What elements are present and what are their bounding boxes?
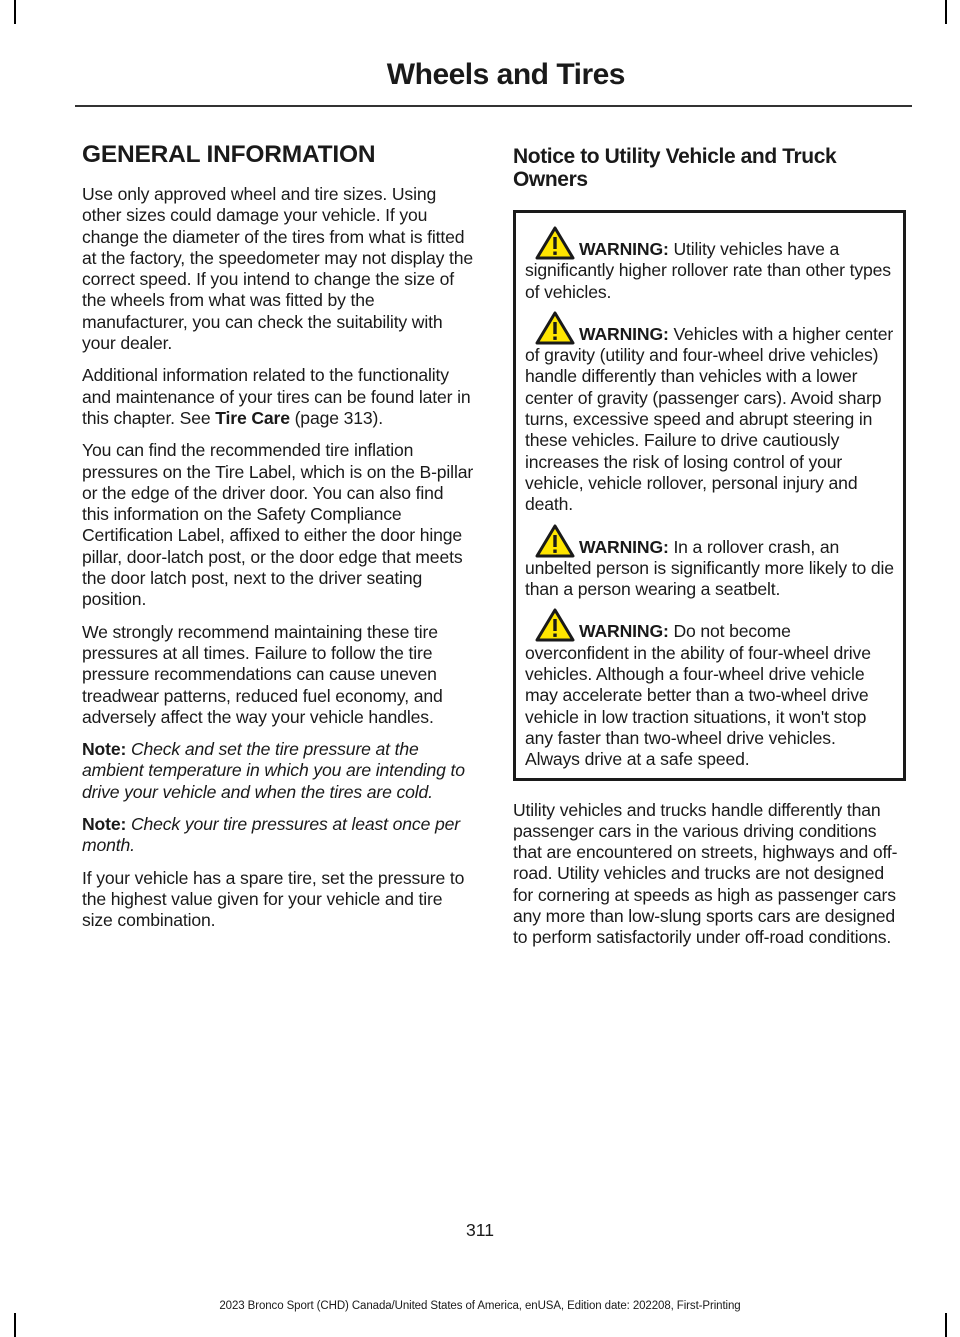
- paragraph-text: (page 313).: [289, 407, 383, 428]
- note-label: Note:: [82, 814, 127, 835]
- warning-item: [525, 537, 894, 601]
- warning-item: [525, 324, 894, 516]
- crop-mark: [14, 0, 16, 24]
- warning-text: In a rollover crash, an unbelted person is significantly more likely to die than a person wearing a seatbelt.: [525, 536, 894, 600]
- warning-triangle-icon: [535, 608, 575, 642]
- note-label: Note:: [82, 739, 127, 760]
- warning-text: Utility vehicles have a significantly higher rollover rate than other types of vehicles.: [525, 239, 891, 302]
- warning-item: [525, 621, 894, 770]
- warning-triangle-icon: [535, 226, 575, 260]
- warning-label: WARNING:: [579, 536, 669, 557]
- note: [82, 814, 474, 857]
- warning-triangle-icon: [535, 311, 575, 345]
- left-column: [82, 140, 474, 943]
- cross-reference-link[interactable]: Tire Care: [215, 407, 290, 428]
- section-heading: GENERAL INFORMATION: [82, 141, 376, 168]
- edition-footer: 2023 Bronco Sport (CHD) Canada/United States of America, enUSA, Edition date: 202208, First-Printing: [219, 1300, 741, 1312]
- warning-box: [513, 210, 906, 781]
- note-text: Check and set the tire pressure at the ambient temperature in which you are intending to drive your vehicle and when the tires are cold.: [82, 739, 465, 802]
- crop-mark: [14, 1313, 16, 1337]
- page-title: Wheels and Tires: [386, 58, 625, 91]
- right-column: [513, 140, 906, 960]
- paragraph: Utility vehicles and trucks handle differently than passenger cars in the various driving conditions that are encountered on streets, highways and off-road. Utility vehicles and trucks are not designed for cornering at speeds as high as passenger cars any more than low-slung sports cars are designed to perform satisfactorily under off-road conditions.: [513, 799, 898, 948]
- paragraph: [82, 365, 474, 429]
- paragraph: Use only approved wheel and tire sizes. Using other sizes could damage your vehicle. If you change the diameter of the tires from what is fitted at the factory, the speedometer may not display the correct speed. If you intend to change the size of the wheels from what was fitted by the manufacturer, you can check the suitability with your dealer.: [82, 184, 474, 354]
- paragraph: You can find the recommended tire inflation pressures on the Tire Label, which is on the B-pillar or the edge of the driver door. You can also find this information on the Safety Compliance Certification Label, affixed to either the door hinge pillar, door-latch post, or the door edge that meets the door latch post, next to the driver seating position.: [82, 440, 474, 610]
- crop-mark: [945, 0, 947, 24]
- warning-label: WARNING:: [579, 239, 669, 259]
- warning-text: Vehicles with a higher center of gravity (utility and four-wheel drive vehicles) handle differently than vehicles with a lower center of gravity (passenger cars). Avoid sharp turns, excessive speed and abrupt steering in these vehicles. Failure to drive cautiously increases the risk of losing control of your vehicle, vehicle rollover, personal injury and death.: [525, 323, 894, 515]
- crop-mark: [945, 1313, 947, 1337]
- paragraph: If your vehicle has a spare tire, set the pressure to the highest value given for your vehicle and tire size combination.: [82, 867, 465, 931]
- warning-text: Do not become overconfident in the ability of four-wheel drive vehicles. Although a four-wheel drive vehicle may accelerate better than a two-wheel drive vehicle in low traction situations, it won't stop any faster than two-wheel drive vehicles. Always drive at a safe speed.: [525, 621, 871, 770]
- warning-label: WARNING:: [579, 621, 669, 642]
- paragraph: We strongly recommend maintaining these tire pressures at all times. Failure to follow the tire pressure recommendations can cause uneven treadwear patterns, reduced fuel economy, and adversely affect the way your vehicle handles.: [82, 621, 443, 727]
- warning-triangle-icon: [535, 524, 575, 558]
- note: [82, 739, 474, 803]
- paragraph-text: Additional information related to the functionality and maintenance of your tires can be found later in this chapter. See: [82, 365, 471, 428]
- page-number: 311: [465, 1220, 495, 1240]
- note-text: Check your tire pressures at least once per month.: [82, 814, 460, 856]
- header-divider: [75, 105, 912, 107]
- warning-item: [525, 239, 894, 303]
- warning-label: WARNING:: [579, 323, 669, 344]
- subsection-heading: Notice to Utility Vehicle and Truck Owners: [513, 145, 837, 191]
